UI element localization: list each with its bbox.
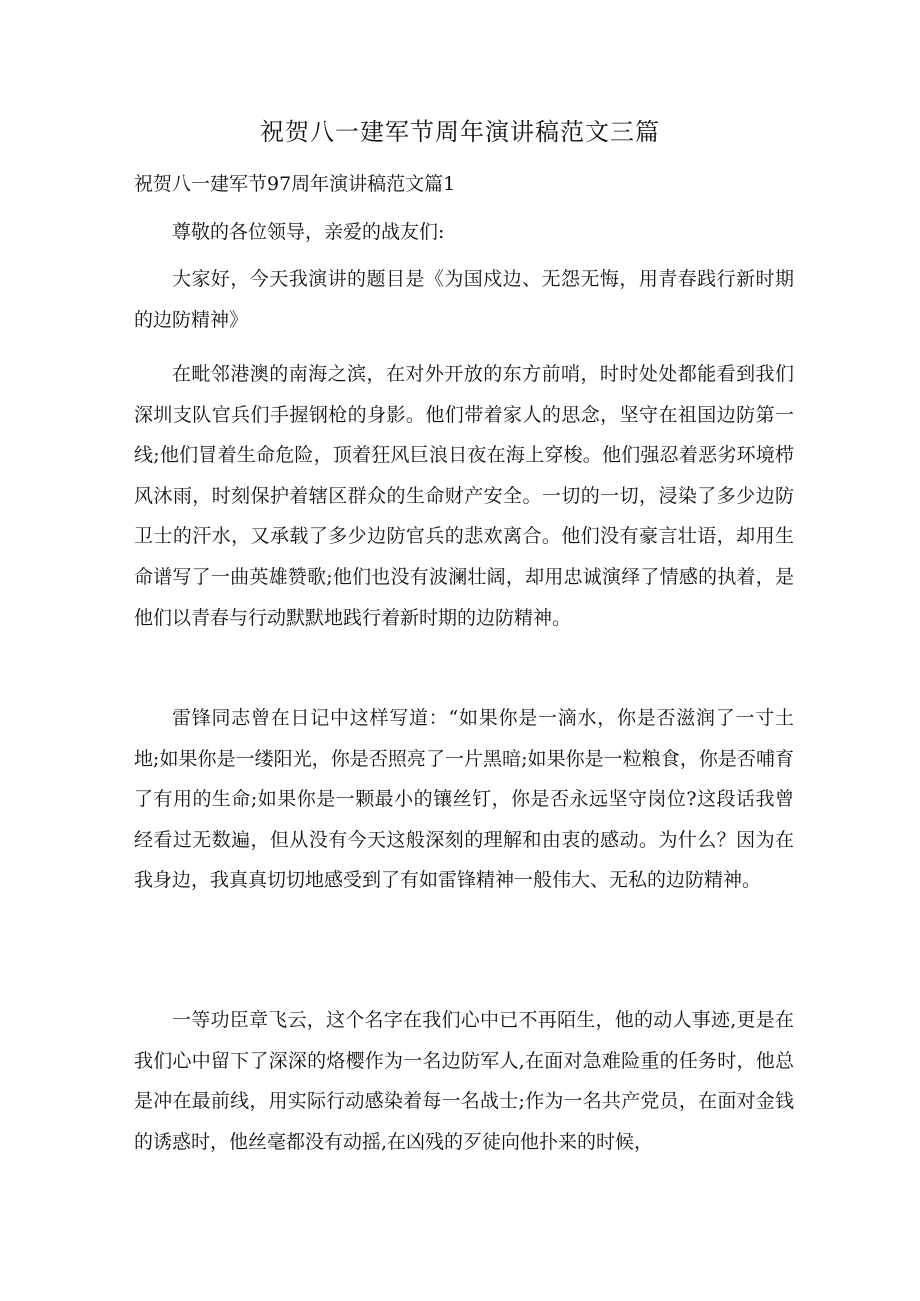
intro-paragraph: 大家好，今天我演讲的题目是《为国戍边、无怨无悔，用青春践行新时期的边防精神》 <box>134 268 794 331</box>
zhang-feiyun-paragraph: 一等功臣章飞云，这个名字在我们心中已不再陌生，他的动人事迹,更是在我们心中留下了深深的烙樱作为一名边防军人,在面对急难险重的任务时，他总是冲在最前线，用实际行动感染着每一名战士;作为一名共产党员，在面对金钱的诱惑时，他丝毫都没有动摇,在凶残的歹徒向他扑来的时候， <box>134 1009 794 1153</box>
document-title: 祝贺八一建军节周年演讲稿范文三篇 <box>260 118 660 146</box>
section-heading: 祝贺八一建军节97周年演讲稿范文篇1 <box>134 173 456 195</box>
lei-feng-quote-paragraph: 雷锋同志曾在日记中这样写道：“如果你是一滴水，你是否滋润了一寸土地;如果你是一缕阳光，你是否照亮了一片黑暗;如果你是一粒粮食，你是否哺育了有用的生命;如果你是一颗最小的镶丝钉，你是否永远坚守岗位?这段话我曾经看过无数遍，但从没有今天这般深刻的理解和由衷的感动。为什么？因为在我身边，我真真切切地感受到了有如雷锋精神一般伟大、无私的边防精神。 <box>134 707 794 892</box>
border-defense-paragraph: 在毗邻港澳的南海之滨，在对外开放的东方前哨，时时处处都能看到我们深圳支队官兵们手握钢枪的身影。他们带着家人的思念，坚守在祖国边防第一线;他们冒着生命危险，顶着狂风巨浪日夜在海上穿梭。他们强忍着恶劣环境栉风沐雨，时刻保护着辖区群众的生命财产安全。一切的一切，浸染了多少边防卫士的汗水，又承载了多少边防官兵的悲欢离合。他们没有豪言壮语，却用生命谱写了一曲英雄赞歌;他们也没有波澜壮阔，却用忠诚演绎了情感的执着，是他们以青春与行动默默地践行着新时期的边防精神。 <box>134 363 794 629</box>
salutation-paragraph: 尊敬的各位领导，亲爱的战友们: <box>172 221 445 243</box>
